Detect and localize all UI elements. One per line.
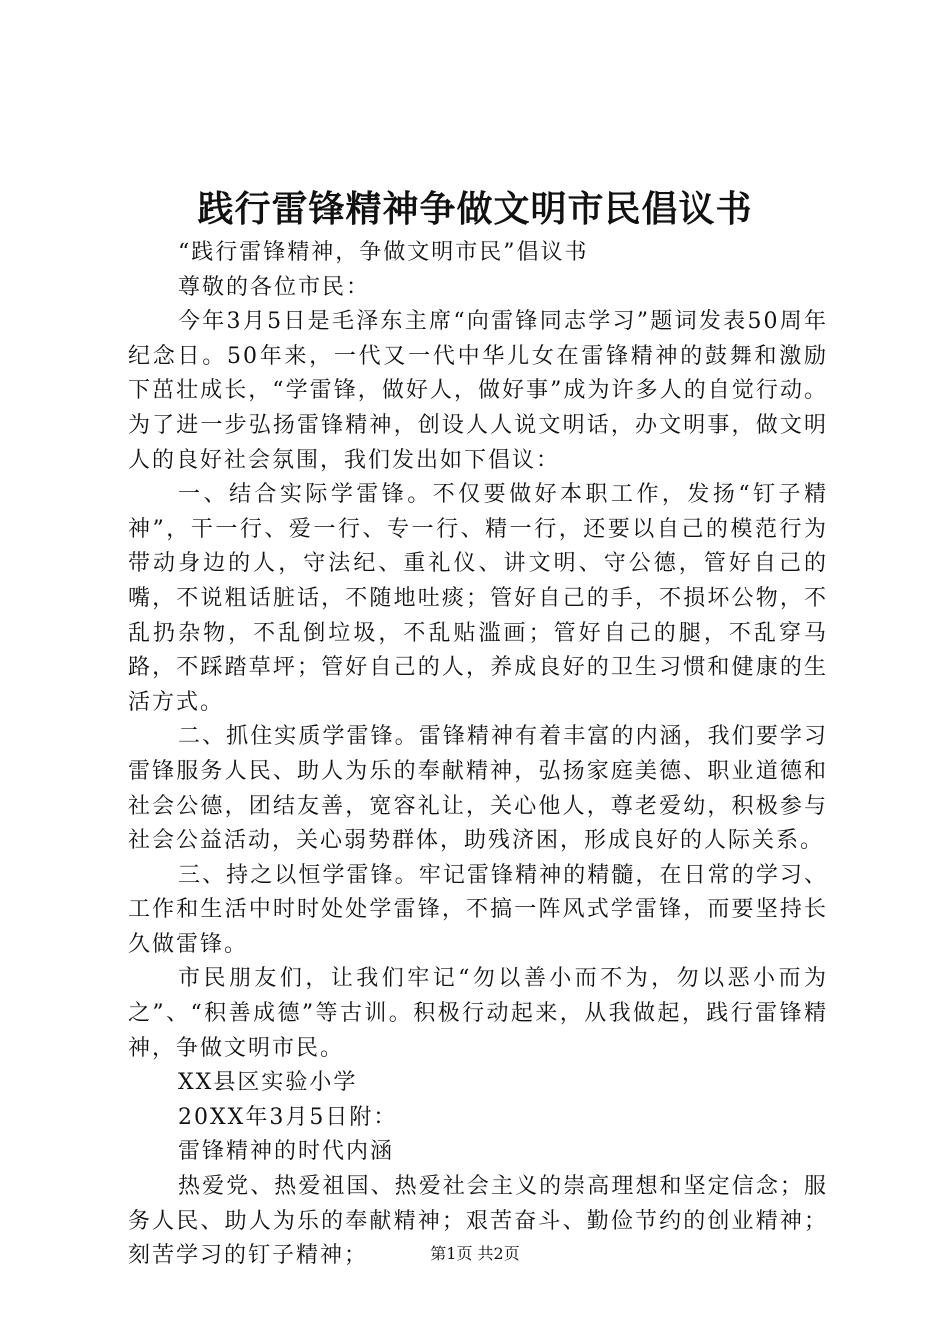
proposal-two-paragraph: 二、抓住实质学雷锋。雷锋精神有着丰富的内涵，我们要学习雷锋服务人民、助人为乐的奉献精神，弘扬家庭美德、职业道德和社会公德，团结友善，宽容礼让，关心他人，尊老爱幼，积极参与社会公益活动，关心弱势群体，助残济困，形成良好的人际关系。 (128, 724, 828, 854)
signature-date: 20XX年3月5日附： (178, 1104, 398, 1130)
document-title: 践行雷锋精神争做文明市民倡议书 (197, 189, 753, 230)
salutation: 尊敬的各位市民： (178, 274, 371, 300)
appendix-paragraph: 热爱党、热爱祖国、热爱社会主义的崇高理想和坚定信念；服务人民、助人为乐的奉献精神；艰苦奋斗、勤俭节约的创业精神；刻苦学习的钉子精神； (128, 1174, 828, 1269)
proposal-one-paragraph: 一、结合实际学雷锋。不仅要做好本职工作，发扬“钉子精神”，干一行、爱一行、专一行、精一行，还要以自己的模范行为带动身边的人，守法纪、重礼仪、讲文明、守公德，管好自己的嘴，不说粗话脏话，不随地吐痰；管好自己的手，不损坏公物，不乱扔杂物，不乱倒垃圾，不乱贴滥画；管好自己的腿，不乱穿马路，不踩踏草坪；管好自己的人，养成良好的卫生习惯和健康的生活方式。 (128, 482, 828, 715)
document-body (128, 236, 828, 1274)
intro-paragraph: 今年3月5日是毛泽东主席“向雷锋同志学习”题词发表50周年纪念日。50年来，一代又一代中华儿女在雷锋精神的鼓舞和激励下茁壮成长，“学雷锋，做好人，做好事”成为许多人的自觉行动。为了进一步弘扬雷锋精神，创设人人说文明话，办文明事，做文明人的良好社会氛围，我们发出如下倡议： (128, 309, 828, 473)
page-number: 第1页 共2页 (430, 1244, 520, 1263)
signature-organization: XX县区实验小学 (178, 1070, 358, 1096)
subtitle-line: “践行雷锋精神，争做文明市民”倡议书 (178, 240, 589, 265)
appendix-heading: 雷锋精神的时代内涵 (178, 1139, 395, 1165)
proposal-three-paragraph: 三、持之以恒学雷锋。牢记雷锋精神的精髓，在日常的学习、工作和生活中时时处处学雷锋，不搞一阵风式学雷锋，而要坚持长久做雷锋。 (128, 862, 828, 957)
closing-paragraph: 市民朋友们，让我们牢记“勿以善小而不为，勿以恶小而为之”、“积善成德”等古训。积极行动起来，从我做起，践行雷锋精神，争做文明市民。 (128, 966, 828, 1061)
